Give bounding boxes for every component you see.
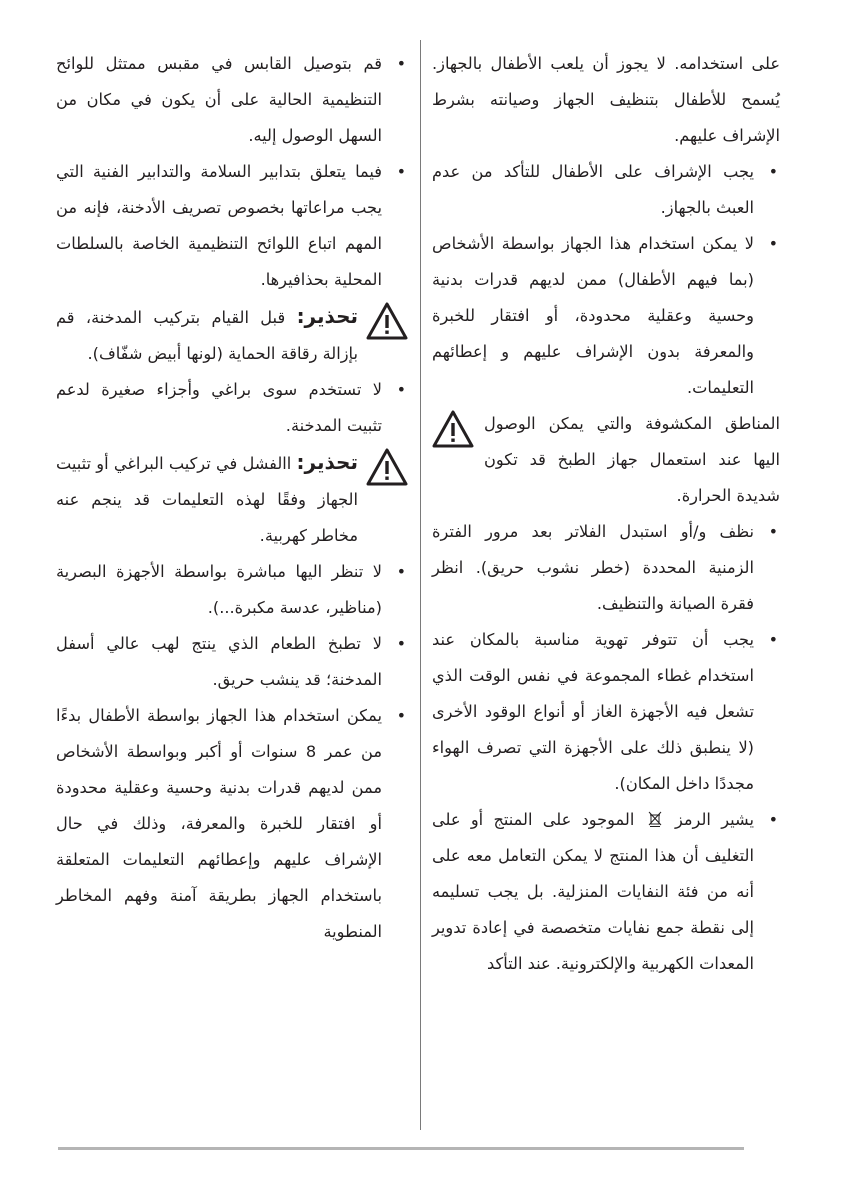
weee-text-end: الموجود على المنتج أو على التغليف أن هذا المنتج لا يمكن التعامل معه على أنه من فئة النفايات المنزلية. بل يجب تسليمه إلى نقطة جمع نفايات متخصصة في إعادة تدوير المعدات الكهربية والإلكترونية. عند التأكد — [432, 810, 754, 973]
column-divider — [420, 40, 421, 1130]
warning-title: تحذير: — [296, 450, 358, 474]
bullet-flambe: • لا تطبخ الطعام الذي ينتج لهب عالي أسفل المدخنة؛ قد ينشب حريق. — [56, 626, 408, 698]
left-column — [56, 46, 408, 1126]
warning-title: تحذير: — [296, 304, 358, 328]
bullet-reduced-capabilities: • لا يمكن استخدام هذا الجهاز بواسطة الأشخاص (بما فيهم الأطفال) ممن لديهم قدرات بدنية وحسية وعقلية محدودة، أو افتقار للخبرة والمعرفة بدون الإشراف عليهم و إعطائهم التعليمات. — [432, 226, 780, 406]
hot-surface-warning — [432, 406, 780, 514]
bullet-plug-socket: • قم بتوصيل القابس في مقبس ممتثل للوائح التنظيمية الحالية على أن يكون في مكان من السهل الوصول إليه. — [56, 46, 408, 154]
warning-triangle-icon — [432, 410, 474, 448]
bullet-ventilation: • يجب أن تتوفر تهوية مناسبة بالمكان عند استخدام غطاء المجموعة في نفس الوقت الذي تشعل فيه الأجهزة الغاز أو أنواع الوقود الأخرى (لا ينطبق ذلك على الأجهزة التي تصرف الهواء مجددًا داخل المكان). — [432, 622, 780, 802]
bullet-weee-symbol — [432, 802, 780, 982]
bullet-filters: • نظف و/أو استبدل الفلاتر بعد مرور الفترة الزمنية المحددة (خطر نشوب حريق). انظر فقرة الصيانة والتنظيف. — [432, 514, 780, 622]
warning-triangle-icon — [366, 302, 408, 340]
bullet-screws: • لا تستخدم سوى براغي وأجزاء صغيرة لدعم تثبيت المدخنة. — [56, 372, 408, 444]
warning-protective-film — [56, 298, 408, 372]
warning-triangle-icon — [366, 448, 408, 486]
right-column — [432, 46, 780, 1126]
bullet-children-age-8: • يمكن استخدام هذا الجهاز بواسطة الأطفال بدءًا من عمر 8 سنوات أو أكبر وبواسطة الأشخاص ممن لديهم قدرات بدنية وحسية وعقلية محدودة أو افتقار للخبرة والمعرفة، وذلك في حال الإشراف عليهم وإعطائهم التعليمات المتعلقة باستخدام الجهاز بطريقة آمنة وفهم المخاطر المنطوية — [56, 698, 408, 950]
warning-protective-film-text: قبل القيام بتركيب المدخنة، قم بإزالة رقاقة الحماية (لونها أبيض شفّاف). — [56, 308, 358, 363]
footer-rule — [58, 1147, 744, 1150]
weee-text-start: يشير الرمز — [674, 810, 754, 829]
bullet-fume-regulations: • فيما يتعلق بتدابير السلامة والتدابير الفنية التي يجب مراعاتها بخصوص تصريف الأدخنة، فإنه من المهم اتباع اللوائح التنظيمية الخاصة بالسلطات المحلية بحذافيرها. — [56, 154, 408, 298]
bullet-optical-instruments: • لا تنظر اليها مباشرة بواسطة الأجهزة البصرية (مناظير، عدسة مكبرة...). — [56, 554, 408, 626]
bullet-children-supervision: • يجب الإشراف على الأطفال للتأكد من عدم العبث بالجهاز. — [432, 154, 780, 226]
warning-electrical-hazard-text: االفشل في تركيب البراغي أو تثبيت الجهاز وفقًا لهذه التعليمات قد ينجم عنه مخاطر كهربية. — [56, 454, 358, 545]
paragraph-children-continued: على استخدامه. لا يجوز أن يلعب الأطفال بالجهاز. يُسمح للأطفال بتنظيف الجهاز وصيانته بشرط الإشراف عليهم. — [432, 54, 780, 145]
hot-surface-warning-text: المناطق المكشوفة والتي يمكن الوصول اليها عند استعمال جهاز الطبخ قد تكون شديدة الحرارة. — [484, 414, 780, 505]
warning-electrical-hazard — [56, 444, 408, 554]
crossed-out-bin-icon — [648, 811, 662, 827]
